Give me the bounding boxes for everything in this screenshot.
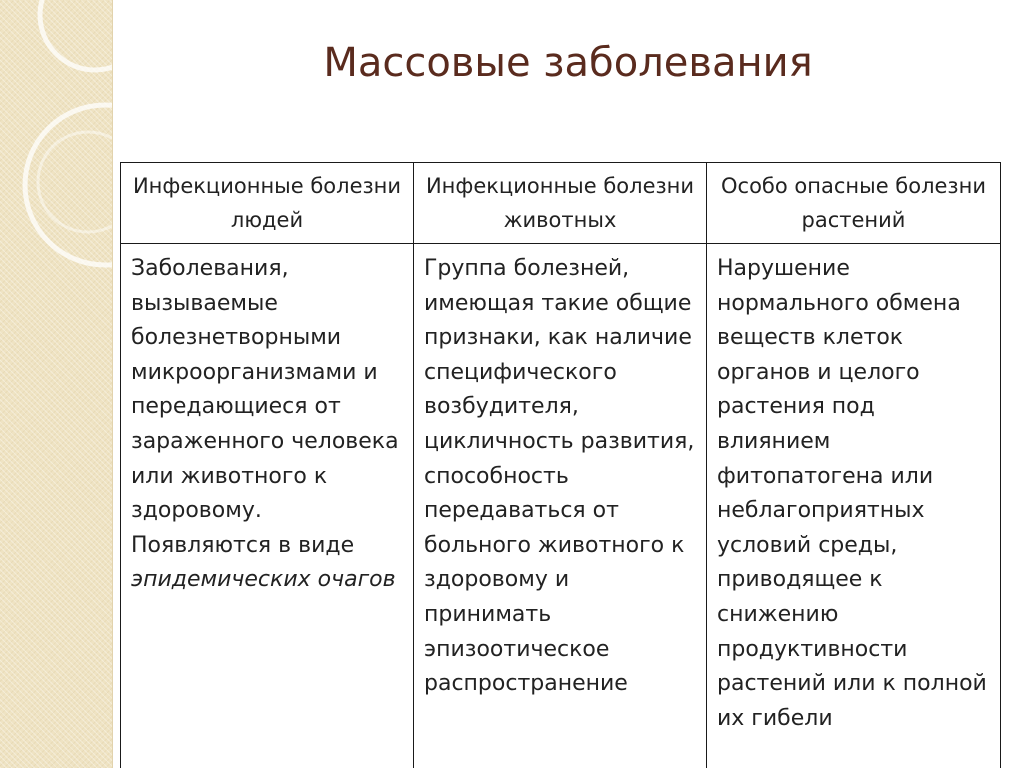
header-human-diseases: Инфекционные болезни людей xyxy=(121,163,414,244)
header-animal-diseases: Инфекционные болезни животных xyxy=(414,163,707,244)
table-row xyxy=(121,244,1001,768)
cell-human-diseases-italic: эпидемических очагов xyxy=(131,567,396,593)
decorative-rings xyxy=(0,0,112,768)
diseases-table xyxy=(120,162,1001,768)
page-title: Массовые заболевания xyxy=(323,40,813,86)
cell-animal-diseases: Группа болезней, имеющая такие общие признаки, как наличие специфического возбудителя, цикличность развития, способность передаваться от больного животного к здоровому и принимать эпизоотическое распространение xyxy=(414,244,707,768)
decorative-side-band xyxy=(0,0,113,768)
header-plant-diseases: Особо опасные болезни растений xyxy=(707,163,1001,244)
table-header-row xyxy=(121,163,1001,244)
cell-human-diseases-text: Заболевания, вызываемые болезнетворными микроорганизмами и передающиеся от зараженного человека или животного к здоровому. Появляются в виде xyxy=(131,256,399,558)
cell-plant-diseases: Нарушение нормального обмена веществ клеток органов и целого растения под влиянием фитопатогена или неблагоприятных условий среды, приводящее к снижению продуктивности растений или к полной их гибели xyxy=(707,244,1001,768)
cell-human-diseases xyxy=(121,244,414,768)
